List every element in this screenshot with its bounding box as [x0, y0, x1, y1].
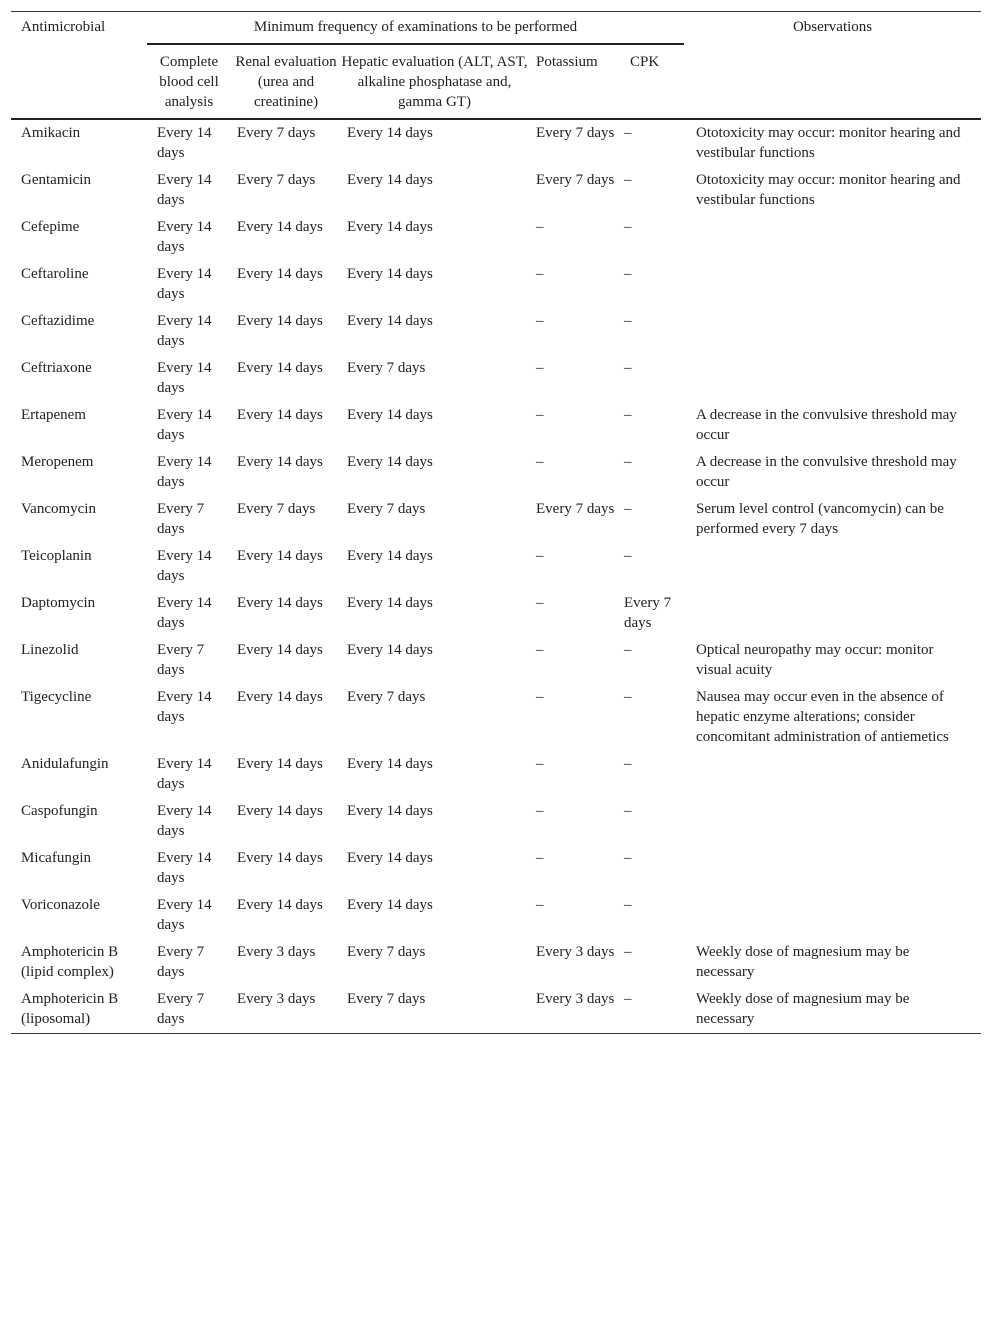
- cell-hepatic: Every 14 days: [347, 266, 433, 282]
- cell-cbc: Every 14 days: [157, 850, 212, 886]
- cell-cpk: –: [624, 172, 632, 188]
- header-antimicrobial: Antimicrobial: [21, 19, 106, 35]
- table-row: [11, 637, 981, 684]
- cell-renal: Every 14 days: [237, 756, 323, 772]
- table-row: [11, 119, 981, 167]
- cell-cpk: –: [624, 407, 632, 423]
- table-row: [11, 214, 981, 261]
- cell-renal: Every 3 days: [237, 944, 316, 960]
- table-row: [11, 543, 981, 590]
- cell-cbc: Every 14 days: [157, 803, 212, 839]
- table-row: [11, 751, 981, 798]
- cell-hepatic: Every 7 days: [347, 501, 426, 517]
- cell-drug: Teicoplanin: [21, 548, 92, 564]
- cell-obs: Ototoxicity may occur: monitor hearing and vestibular functions: [696, 172, 961, 208]
- cell-cbc: Every 7 days: [157, 991, 205, 1027]
- cell-potassium: –: [536, 595, 544, 611]
- cell-cbc: Every 14 days: [157, 172, 212, 208]
- cell-cbc: Every 14 days: [157, 219, 212, 255]
- cell-cbc: Every 14 days: [157, 689, 212, 725]
- cell-cpk: –: [624, 991, 632, 1007]
- header-renal: Renal evaluation (urea and creatinine): [235, 54, 337, 110]
- cell-renal: Every 14 days: [237, 689, 323, 705]
- cell-cbc: Every 14 days: [157, 756, 212, 792]
- table-row: [11, 845, 981, 892]
- cell-renal: Every 14 days: [237, 897, 323, 913]
- cell-renal: Every 7 days: [237, 501, 316, 517]
- cell-obs: [684, 261, 981, 308]
- cell-cpk: –: [624, 803, 632, 819]
- cell-potassium: –: [536, 266, 544, 282]
- cell-potassium: –: [536, 407, 544, 423]
- cell-potassium: –: [536, 360, 544, 376]
- cell-drug: Ertapenem: [21, 407, 86, 423]
- cell-drug: Voriconazole: [21, 897, 100, 913]
- table-row: [11, 261, 981, 308]
- cell-cpk: –: [624, 313, 632, 329]
- table-row: [11, 308, 981, 355]
- cell-renal: Every 14 days: [237, 266, 323, 282]
- table-row: [11, 986, 981, 1034]
- cell-potassium: Every 3 days: [536, 991, 615, 1007]
- cell-obs: [684, 892, 981, 939]
- cell-obs: Weekly dose of magnesium may be necessary: [696, 991, 910, 1027]
- cell-potassium: Every 7 days: [536, 501, 615, 517]
- cell-obs: A decrease in the convulsive threshold may occur: [696, 454, 957, 490]
- cell-drug: Ceftazidime: [21, 313, 95, 329]
- cell-renal: Every 14 days: [237, 642, 323, 658]
- cell-hepatic: Every 14 days: [347, 897, 433, 913]
- cell-obs: [684, 845, 981, 892]
- cell-cpk: –: [624, 125, 632, 141]
- cell-obs: [684, 543, 981, 590]
- cell-obs: Weekly dose of magnesium may be necessary: [696, 944, 910, 980]
- cell-potassium: Every 7 days: [536, 125, 615, 141]
- table-row: [11, 355, 981, 402]
- cell-obs: [684, 751, 981, 798]
- cell-obs: Optical neuropathy may occur: monitor visual acuity: [696, 642, 934, 678]
- cell-potassium: –: [536, 642, 544, 658]
- cell-drug: Daptomycin: [21, 595, 96, 611]
- cell-hepatic: Every 14 days: [347, 219, 433, 235]
- table-row: [11, 496, 981, 543]
- cell-obs: [684, 798, 981, 845]
- cell-renal: Every 14 days: [237, 313, 323, 329]
- table-row: [11, 590, 981, 637]
- cell-drug: Caspofungin: [21, 803, 98, 819]
- cell-renal: Every 14 days: [237, 407, 323, 423]
- cell-hepatic: Every 14 days: [347, 803, 433, 819]
- cell-drug: Ceftaroline: [21, 266, 89, 282]
- cell-hepatic: Every 7 days: [347, 991, 426, 1007]
- cell-hepatic: Every 7 days: [347, 689, 426, 705]
- cell-hepatic: Every 14 days: [347, 313, 433, 329]
- cell-potassium: –: [536, 548, 544, 564]
- cell-renal: Every 14 days: [237, 219, 323, 235]
- cell-renal: Every 3 days: [237, 991, 316, 1007]
- cell-drug: Amikacin: [21, 125, 81, 141]
- cell-hepatic: Every 14 days: [347, 548, 433, 564]
- cell-potassium: –: [536, 689, 544, 705]
- cell-cbc: Every 14 days: [157, 595, 212, 631]
- cell-potassium: Every 3 days: [536, 944, 615, 960]
- cell-potassium: –: [536, 454, 544, 470]
- cell-obs: [684, 355, 981, 402]
- cell-hepatic: Every 14 days: [347, 407, 433, 423]
- cell-cbc: Every 7 days: [157, 642, 205, 678]
- table-row: [11, 939, 981, 986]
- cell-cpk: –: [624, 501, 632, 517]
- cell-obs: [684, 308, 981, 355]
- cell-hepatic: Every 14 days: [347, 756, 433, 772]
- cell-hepatic: Every 7 days: [347, 360, 426, 376]
- cell-renal: Every 14 days: [237, 850, 323, 866]
- cell-hepatic: Every 7 days: [347, 944, 426, 960]
- cell-obs: Serum level control (vancomycin) can be performed every 7 days: [696, 501, 944, 537]
- antimicrobial-monitoring-table: [11, 11, 981, 1034]
- cell-hepatic: Every 14 days: [347, 125, 433, 141]
- cell-obs: A decrease in the convulsive threshold may occur: [696, 407, 957, 443]
- cell-cpk: –: [624, 266, 632, 282]
- cell-cbc: Every 7 days: [157, 944, 205, 980]
- cell-cbc: Every 14 days: [157, 454, 212, 490]
- cell-potassium: –: [536, 219, 544, 235]
- cell-hepatic: Every 14 days: [347, 850, 433, 866]
- cell-renal: Every 7 days: [237, 125, 316, 141]
- cell-cpk: –: [624, 850, 632, 866]
- table-body: [11, 119, 981, 1034]
- table-row: [11, 798, 981, 845]
- cell-cbc: Every 14 days: [157, 360, 212, 396]
- cell-drug: Linezolid: [21, 642, 79, 658]
- cell-obs: [684, 214, 981, 261]
- cell-renal: Every 14 days: [237, 360, 323, 376]
- cell-hepatic: Every 14 days: [347, 595, 433, 611]
- cell-cbc: Every 14 days: [157, 125, 212, 161]
- cell-cpk: –: [624, 944, 632, 960]
- cell-obs: Nausea may occur even in the absence of hepatic enzyme alterations; consider concomitant administration of antiemetics: [696, 689, 949, 745]
- cell-renal: Every 14 days: [237, 548, 323, 564]
- table-header: [11, 12, 981, 120]
- cell-drug: Vancomycin: [21, 501, 96, 517]
- table-row: [11, 892, 981, 939]
- cell-cpk: –: [624, 642, 632, 658]
- cell-renal: Every 14 days: [237, 803, 323, 819]
- cell-hepatic: Every 14 days: [347, 642, 433, 658]
- cell-cpk: –: [624, 756, 632, 772]
- cell-cbc: Every 14 days: [157, 897, 212, 933]
- cell-drug: Cefepime: [21, 219, 80, 235]
- cell-drug: Amphotericin B (lipid complex): [21, 944, 119, 980]
- cell-cbc: Every 7 days: [157, 501, 205, 537]
- cell-drug: Tigecycline: [21, 689, 92, 705]
- cell-obs: [684, 590, 981, 637]
- header-observations: Observations: [792, 19, 873, 35]
- cell-cbc: Every 14 days: [157, 407, 212, 443]
- cell-potassium: –: [536, 756, 544, 772]
- cell-obs: Ototoxicity may occur: monitor hearing and vestibular functions: [696, 125, 961, 161]
- cell-hepatic: Every 14 days: [347, 454, 433, 470]
- cell-cbc: Every 14 days: [157, 266, 212, 302]
- cell-potassium: –: [536, 897, 544, 913]
- cell-potassium: Every 7 days: [536, 172, 615, 188]
- cell-drug: Gentamicin: [21, 172, 91, 188]
- table-row: [11, 402, 981, 449]
- cell-cbc: Every 14 days: [157, 548, 212, 584]
- cell-drug: Meropenem: [21, 454, 94, 470]
- cell-drug: Micafungin: [21, 850, 91, 866]
- cell-cpk: Every 7 days: [624, 595, 672, 631]
- header-cbc: Complete blood cell analysis: [159, 54, 219, 110]
- cell-drug: Amphotericin B (liposomal): [21, 991, 119, 1027]
- table-row: [11, 167, 981, 214]
- cell-cpk: –: [624, 454, 632, 470]
- cell-hepatic: Every 14 days: [347, 172, 433, 188]
- header-hepatic: Hepatic evaluation (ALT, AST, alkaline phosphatase and, gamma GT): [341, 54, 528, 110]
- table-row: [11, 449, 981, 496]
- monitoring-table-container: [11, 11, 981, 1034]
- cell-potassium: –: [536, 850, 544, 866]
- table-row: [11, 684, 981, 751]
- cell-cpk: –: [624, 219, 632, 235]
- header-potassium: Potassium: [536, 54, 598, 70]
- cell-cpk: –: [624, 360, 632, 376]
- cell-cpk: –: [624, 548, 632, 564]
- cell-potassium: –: [536, 313, 544, 329]
- cell-cpk: –: [624, 689, 632, 705]
- cell-drug: Anidulafungin: [21, 756, 109, 772]
- cell-potassium: –: [536, 803, 544, 819]
- cell-renal: Every 14 days: [237, 454, 323, 470]
- cell-cbc: Every 14 days: [157, 313, 212, 349]
- header-cpk: CPK: [630, 54, 660, 70]
- cell-renal: Every 14 days: [237, 595, 323, 611]
- cell-drug: Ceftriaxone: [21, 360, 92, 376]
- cell-renal: Every 7 days: [237, 172, 316, 188]
- header-group-minimum-frequency: Minimum frequency of examinations to be performed: [147, 12, 684, 45]
- cell-cpk: –: [624, 897, 632, 913]
